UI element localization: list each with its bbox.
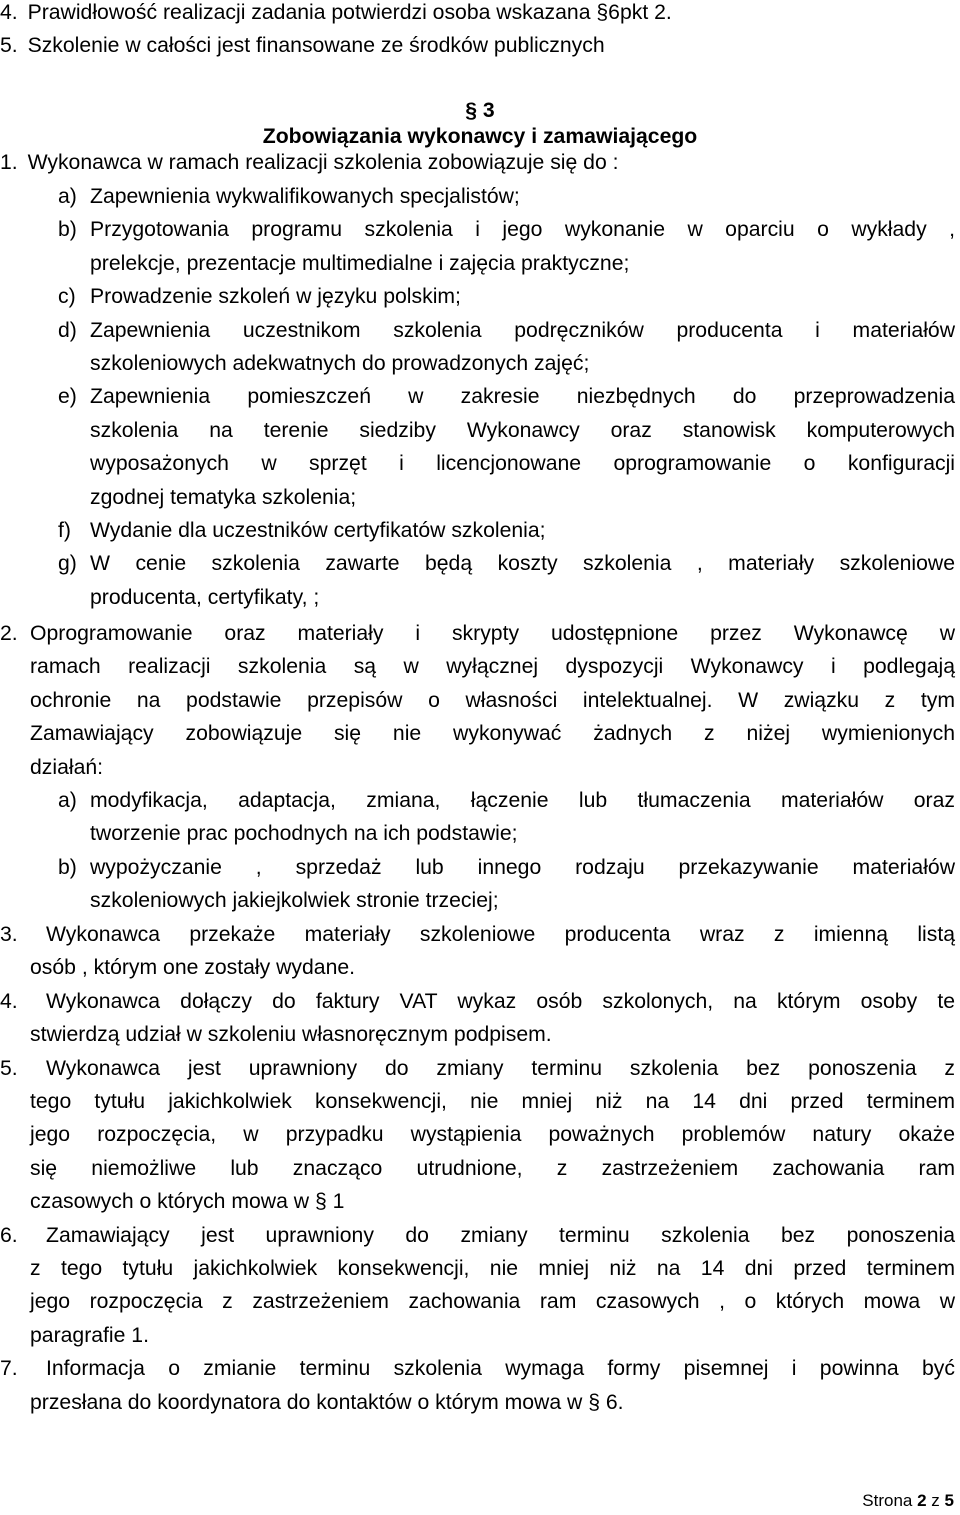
- subitem-line: szkolenia na terenie siedziby Wykonawcy oraz stanowisk komputerowych: [90, 418, 955, 442]
- subitem-line: Zapewnienia pomieszczeń w zakresie niezbędnych do przeprowadzenia: [90, 385, 955, 409]
- item-line: osób , którym one zostały wydane.: [30, 956, 356, 980]
- item-line: Wykonawca jest uprawniony do zmiany terminu szkolenia bez ponoszenia z: [46, 1056, 955, 1080]
- item-line: z tego tytułu jakichkolwiek konsekwencji, nie mniej niż na 14 dni przed terminem: [30, 1257, 955, 1280]
- item-number: 3.: [0, 923, 18, 946]
- subitem-line: szkoleniowych adekwatnych do prowadzonych zajęć;: [90, 352, 590, 375]
- current-page: 2: [917, 1491, 927, 1510]
- item-line: jego rozpoczęcia, w przypadku wystąpienia poważnych problemów natury okaże: [30, 1123, 955, 1147]
- subitem-label: b): [58, 218, 77, 242]
- item-text: Wykonawca w ramach realizacji szkolenia zobowiązuje się do :: [27, 151, 619, 174]
- page-number: [862, 1490, 954, 1512]
- item-line: Zamawiający zobowiązuje się nie wykonywać żadnych z niżej wymienionych: [30, 722, 955, 746]
- item-line: ramach realizacji szkolenia są w wyłącznej dyspozycji Wykonawcy i podlegają: [30, 655, 955, 679]
- subitem-label: f): [58, 519, 71, 542]
- subitem-line: Wydanie dla uczestników certyfikatów szkolenia;: [90, 519, 546, 542]
- item-number: 5.: [0, 1056, 18, 1080]
- item-line: działań:: [30, 755, 104, 779]
- subitem-line: Przygotowania programu szkolenia i jego wykonanie w oparciu o wykłady ,: [90, 218, 955, 242]
- subitem-label: b): [58, 855, 77, 879]
- subitem-line: wypożyczanie , sprzedaż lub innego rodzaju przekazywanie materiałów: [90, 855, 955, 879]
- subitem-label: e): [58, 385, 77, 409]
- page-separator: z: [931, 1491, 940, 1510]
- item-1: [0, 146, 619, 180]
- section-number: § 3: [465, 99, 495, 122]
- item-line: Zamawiający jest uprawniony do zmiany terminu szkolenia bez ponoszenia: [46, 1223, 955, 1247]
- top-item-4: [0, 0, 672, 30]
- item-line: Oprogramowanie oraz materiały i skrypty udostępnione przez Wykonawcę w: [30, 622, 955, 645]
- item-number: 4.: [0, 989, 18, 1013]
- subitem-line: W cenie szkolenia zawarte będą koszty szkolenia , materiały szkoleniowe: [90, 552, 955, 576]
- subitem-label: g): [58, 552, 77, 576]
- item-line: się niemożliwe lub znacząco utrudnione, z zastrzeżeniem zachowania ram: [30, 1156, 955, 1180]
- item-line: jego rozpoczęcia z zastrzeżeniem zachowania ram czasowych , o których mowa w: [30, 1290, 955, 1314]
- total-pages: 5: [944, 1491, 954, 1510]
- subitem-line: wyposażonych w sprzęt i licencjonowane oprogramowanie o konfiguracji: [90, 452, 955, 476]
- subitem-label: c): [58, 285, 76, 309]
- subitem-line: Zapewnienia wykwalifikowanych specjalistów;: [90, 185, 520, 208]
- item-line: tego tytułu jakichkolwiek konsekwencji, nie mniej niż na 14 dni przed terminem: [30, 1090, 955, 1113]
- item-text: Prawidłowość realizacji zadania potwierdzi osoba wskazana §6pkt 2.: [27, 1, 672, 24]
- top-item-5: [0, 29, 605, 63]
- subitem-line: Zapewnienia uczestnikom szkolenia podręczników producenta i materiałów: [90, 318, 955, 342]
- item-number: 4.: [0, 1, 18, 24]
- subitem-line: modyfikacja, adaptacja, zmiana, łączenie lub tłumaczenia materiałów oraz: [90, 789, 955, 812]
- subitem-line: prelekcje, prezentacje multimedialne i zajęcia praktyczne;: [90, 251, 630, 275]
- subitem-line: producenta, certyfikaty, ;: [90, 585, 320, 609]
- item-line: paragrafie 1.: [30, 1323, 149, 1347]
- subitem-label: a): [58, 185, 77, 208]
- subitem-line: szkoleniowych jakiejkolwiek stronie trzeciej;: [90, 889, 499, 913]
- subitem-line: zgodnej tematyka szkolenia;: [90, 485, 357, 509]
- item-line: ochronie na podstawie przepisów o własności intelektualnej. W związku z tym: [30, 688, 955, 712]
- item-line: czasowych o których mowa w § 1: [30, 1190, 345, 1214]
- item-line: Wykonawca dołączy do faktury VAT wykaz osób szkolonych, na którym osoby te: [46, 989, 955, 1013]
- section-title: Zobowiązania wykonawcy i zamawiającego: [262, 125, 698, 148]
- subitem-label: d): [58, 318, 77, 342]
- item-line: Informacja o zmianie terminu szkolenia wymaga formy pisemnej i powinna być: [46, 1357, 955, 1381]
- item-number: 6.: [0, 1223, 18, 1247]
- item-line: stwierdzą udział w szkoleniu własnoręcznym podpisem.: [30, 1023, 552, 1047]
- item-line: przesłana do koordynatora do kontaktów o którym mowa w § 6.: [30, 1390, 624, 1414]
- page-label: Strona: [862, 1491, 913, 1510]
- subitem-line: tworzenie prac pochodnych na ich podstawie;: [90, 822, 518, 846]
- item-line: Wykonawca przekaże materiały szkoleniowe producenta wraz z imienną listą: [46, 923, 955, 946]
- item-number: 7.: [0, 1357, 18, 1381]
- item-text: Szkolenie w całości jest finansowane ze środków publicznych: [27, 34, 605, 57]
- subitem-label: a): [58, 789, 77, 812]
- item-number: 5.: [0, 34, 18, 57]
- item-number: 1.: [0, 151, 18, 174]
- item-number: 2.: [0, 622, 18, 645]
- subitem-line: Prowadzenie szkoleń w języku polskim;: [90, 285, 461, 309]
